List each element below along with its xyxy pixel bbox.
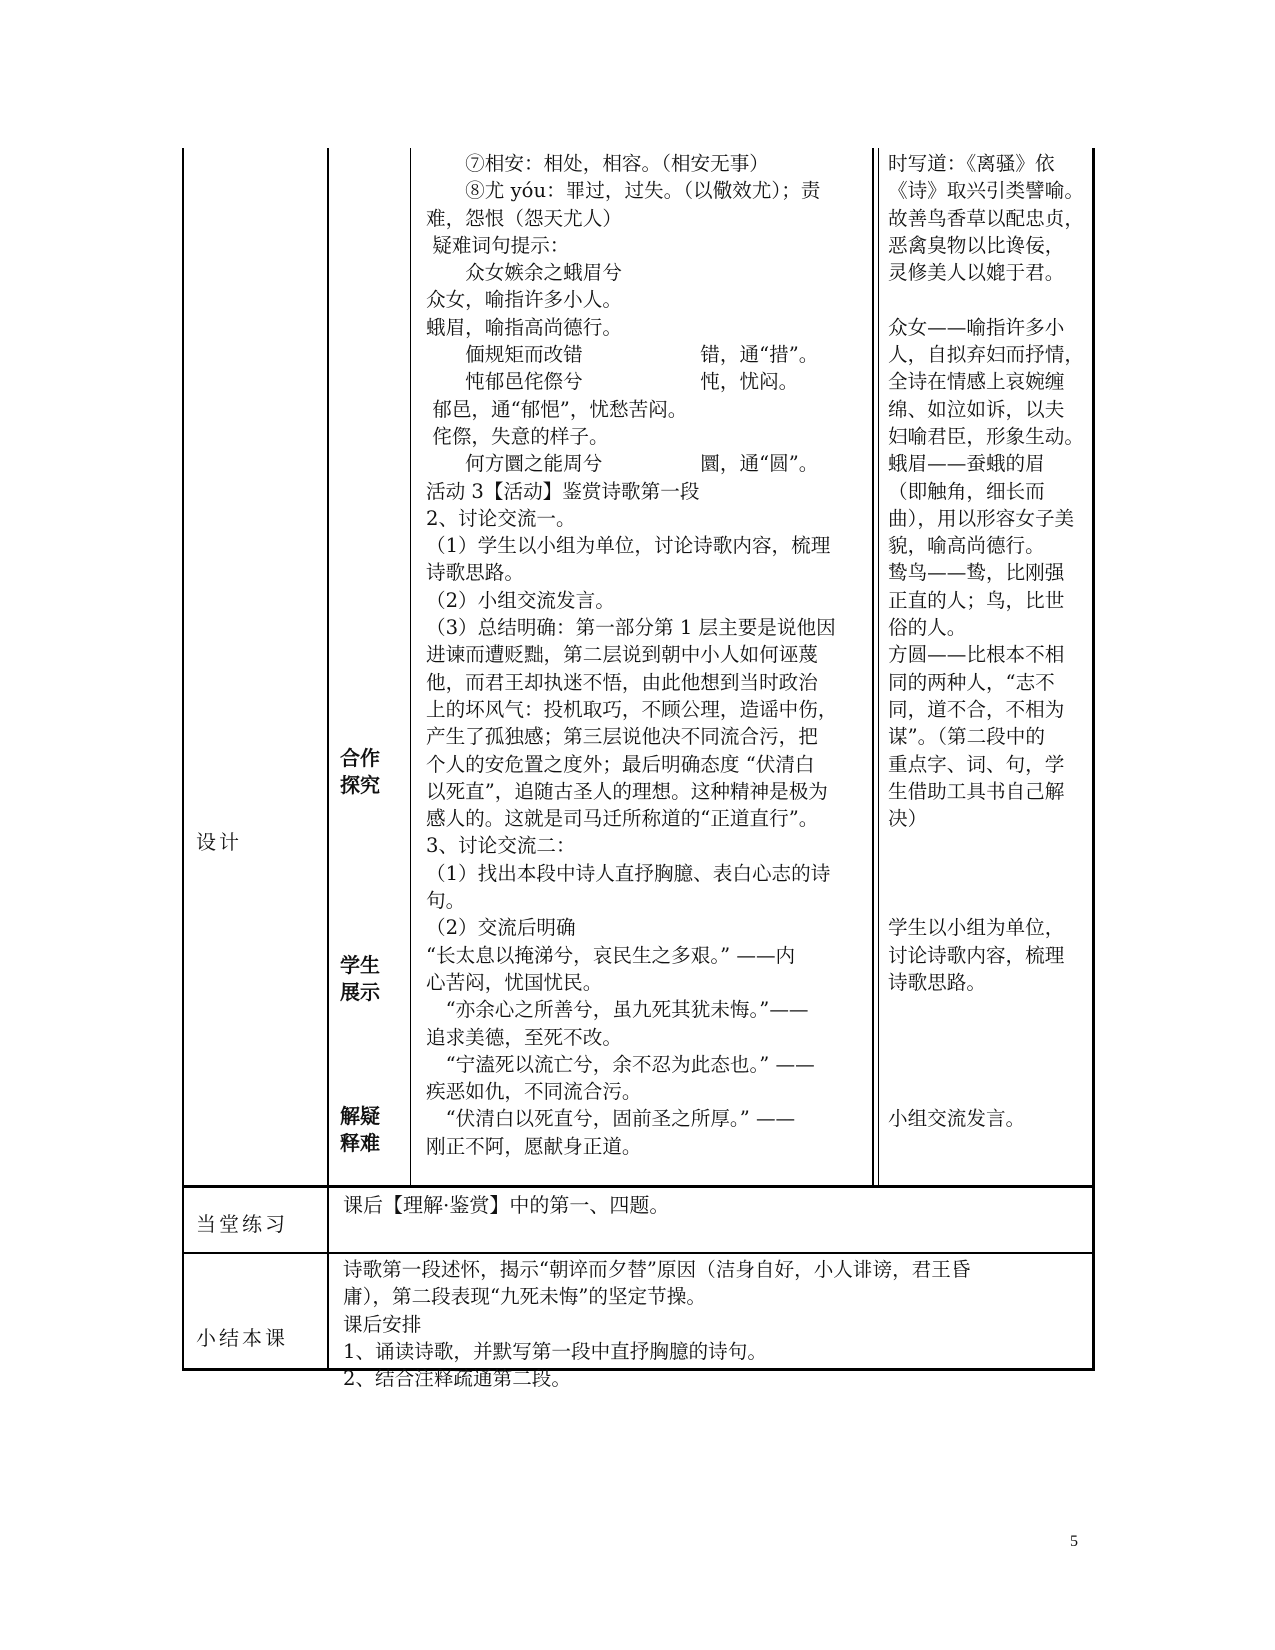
content-line: （1）找出本段中诗人直抒胸臆、表白心志的诗 (426, 861, 831, 885)
row-label-summary: 小结本课 (196, 1326, 288, 1350)
note-line (888, 1024, 1088, 1051)
content-line: 侘傺，失意的样子。 (426, 424, 609, 448)
divider-col2 (410, 148, 411, 1186)
content-line: 进谏而遭贬黜，第二层说到朝中小人如何诬蔑 (426, 643, 818, 667)
content-line: ⑧尤 yóu：罪过，过失。（以儆效尤）；责 (426, 179, 821, 203)
content-line: （1）学生以小组为单位，讨论诗歌内容，梳理 (426, 534, 831, 558)
content-line: 刚正不阿，愿献身正道。 (426, 1134, 642, 1158)
note-line: （即触角，细长而 (888, 479, 1045, 503)
content-line: 何方圜之能周兮 圜，通“圆”。 (426, 452, 819, 476)
row-line-1 (182, 1185, 1095, 1188)
content-line: “长太息以掩涕兮，哀民生之多艰。” ——内 (426, 943, 796, 967)
note-line: 方圆——比根本不相 (888, 643, 1065, 667)
summary-content (343, 1256, 1088, 1392)
note-line: 诗歌思路。 (888, 970, 986, 994)
content-line: （3）总结明确：第一部分第 1 层主要是说他因 (426, 616, 836, 640)
note-line (888, 887, 1088, 914)
note-line: 貌，喻高尚德行。 (888, 534, 1045, 558)
summary-line: 1、诵读诗歌，并默写第一段中直抒胸臆的诗句。 (343, 1339, 767, 1363)
stage-label-cooperate-line2: 探究 (340, 773, 380, 797)
content-line: （2）交流后明确 (426, 916, 576, 940)
note-line (888, 996, 1088, 1023)
content-line: 郁邑，通“郁悒”，忧愁苦闷。 (426, 397, 688, 421)
content-line: 以死直”，追随古圣人的理想。这种精神是极为 (426, 779, 828, 803)
content-line: 诗歌思路。 (426, 561, 524, 585)
stage-label-show-line1: 学生 (340, 953, 380, 977)
note-line: 谋”。（第二段中的 (888, 725, 1045, 749)
note-line: 俗的人。 (888, 616, 967, 640)
note-line (888, 832, 1088, 859)
summary-line: 课后安排 (343, 1312, 422, 1336)
content-line: 感人的。这就是司马迁所称道的“正道直行”。 (426, 807, 819, 831)
note-line (888, 860, 1088, 887)
content-line: 众女嫉余之蛾眉兮 (426, 261, 622, 285)
content-line: 3、讨论交流二： (426, 834, 576, 858)
stage-label-resolve-line2: 释难 (340, 1131, 380, 1155)
note-line: 鸷鸟——鸷，比刚强 (888, 561, 1065, 585)
content-line: 忳郁邑侘傺兮 忳，忧闷。 (426, 370, 799, 394)
stage-label-show-line2: 展示 (340, 980, 380, 1004)
note-line: 同的两种人，“志不 (888, 670, 1055, 694)
stage-label-resolve (340, 1103, 380, 1157)
stage-label-show (340, 952, 380, 1006)
content-line: “亦余心之所善兮，虽九死其犹未悔。”—— (426, 998, 809, 1022)
content-line: 句。 (426, 889, 466, 913)
content-line: 他，而君王却执迷不悟，由此他想到当时政治 (426, 670, 818, 694)
note-line: 曲），用以形容女子美 (888, 506, 1075, 530)
content-line: 心苦闷，忧国忧民。 (426, 970, 603, 994)
note-line: 时写道：《离骚》依 (888, 152, 1055, 175)
stage-label-resolve-line1: 解疑 (340, 1104, 380, 1128)
divider-col3b (878, 148, 879, 1186)
note-line: 决） (888, 807, 928, 831)
note-line: 讨论诗歌内容，梳理 (888, 943, 1065, 967)
stage-label-cooperate (340, 745, 380, 799)
row-label-design: 设计 (196, 830, 242, 854)
note-line: 小组交流发言。 (888, 1107, 1026, 1131)
note-line (888, 286, 1088, 313)
right-notes (888, 150, 1088, 1133)
page-number: 5 (1070, 1533, 1078, 1550)
note-line: 生借助工具书自己解 (888, 779, 1065, 803)
content-line: （2）小组交流发言。 (426, 588, 615, 612)
content-line: 产生了孤独感；第三层说他决不同流合污，把 (426, 725, 818, 749)
note-line: 正直的人；鸟，比世 (888, 588, 1065, 612)
note-line: 人，自拟弃妇而抒情， (888, 343, 1084, 367)
content-line: 上的坏风气：投机取巧，不顾公理，造谣中伤， (426, 697, 838, 721)
note-line: 蛾眉——蚕蛾的眉 (888, 452, 1045, 476)
divider-col3a (872, 148, 874, 1186)
note-line: 全诗在情感上哀婉缠 (888, 370, 1065, 394)
note-line: 众女——喻指许多小 (888, 315, 1065, 339)
note-line (888, 1078, 1088, 1105)
note-line: 妇喻君臣，形象生动。 (888, 424, 1084, 448)
content-line: ⑦相安：相处，相容。（相安无事） (426, 152, 769, 175)
note-line: 重点字、词、句，学 (888, 752, 1065, 776)
content-line: “宁溘死以流亡兮，余不忍为此态也。” —— (426, 1052, 815, 1076)
content-line: 个人的安危置之度外；最后明确态度 “伏清白 (426, 752, 815, 776)
note-line: 恶禽臭物以比谗佞， (888, 233, 1065, 257)
note-line: 同，道不合，不相为 (888, 697, 1065, 721)
row-line-2 (182, 1252, 1095, 1254)
note-line: 灵修美人以媲于君。 (888, 261, 1065, 285)
content-line: 众女，喻指许多小人。 (426, 288, 622, 312)
row-label-practice: 当堂练习 (196, 1212, 288, 1236)
content-line: 活动 3【活动】鉴赏诗歌第一段 (426, 479, 700, 503)
content-line: 难，怨恨（怨天尤人） (426, 206, 622, 230)
summary-line: 2、结合注释疏通第二段。 (343, 1367, 571, 1391)
summary-line: 诗歌第一段述怀，揭示“朝谇而夕替”原因（洁身自好，小人诽谤，君王昏 (343, 1258, 971, 1281)
note-line: 学生以小组为单位， (888, 916, 1065, 940)
content-line: “伏清白以死直兮，固前圣之所厚。” —— (426, 1107, 796, 1131)
content-line: 疾恶如仇，不同流合污。 (426, 1080, 642, 1104)
summary-line: 庸），第二段表现“九死未悔”的坚定节操。 (343, 1285, 706, 1309)
content-line: 疑难词句提示： (426, 233, 570, 257)
content-line: 偭规矩而改错 错，通“措”。 (426, 343, 819, 367)
content-line: 2、讨论交流一。 (426, 506, 576, 530)
note-line (888, 1051, 1088, 1078)
note-line: 绵、如泣如诉，以夫 (888, 397, 1065, 421)
stage-label-cooperate-line1: 合作 (340, 746, 380, 770)
note-line: 故善鸟香草以配忠贞， (888, 206, 1084, 230)
content-line: 蛾眉，喻指高尚德行。 (426, 315, 622, 339)
content-line: 追求美德，至死不改。 (426, 1025, 622, 1049)
practice-text: 课后【理解·鉴赏】中的第一、四题。 (343, 1193, 670, 1217)
middle-content (426, 150, 871, 1160)
note-line: 《诗》取兴引类譬喻。 (888, 179, 1084, 203)
